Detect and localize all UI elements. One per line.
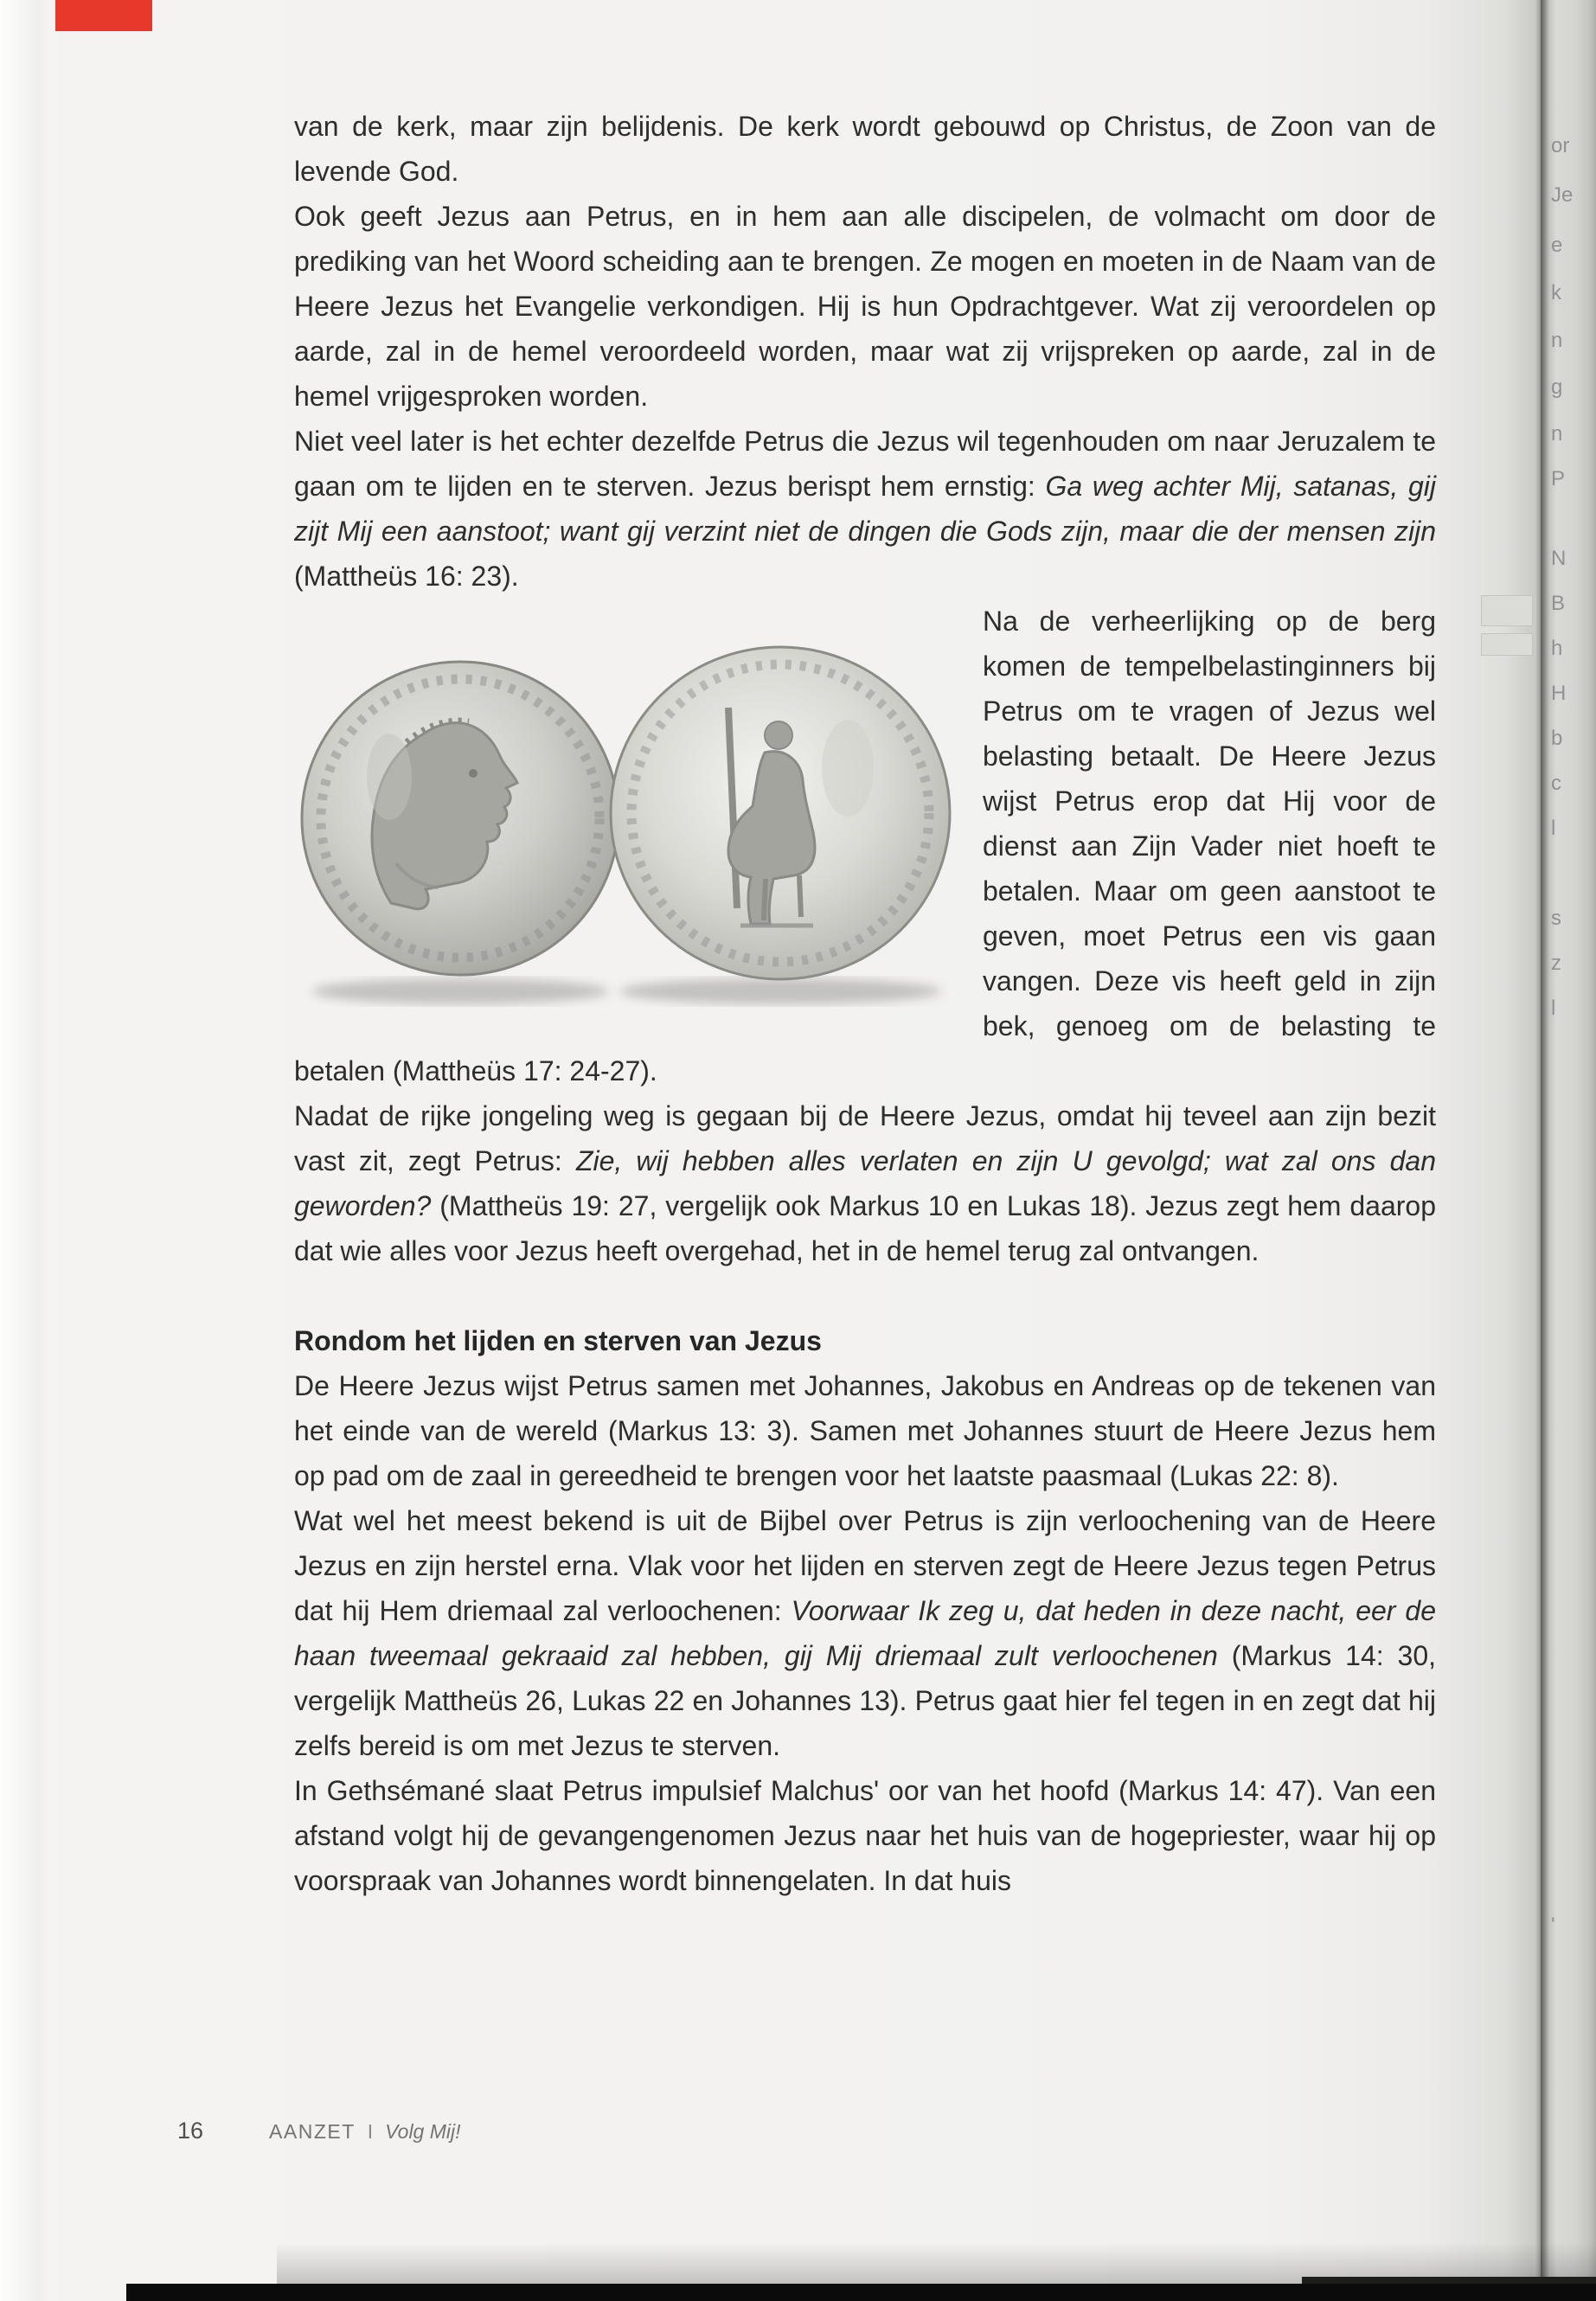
text-run: (Markus 14: 30, vergelijk Mattheüs 26, Lukas 22 en Johannes 13). Petrus gaat hier fel tegen in en zegt dat hij zelfs bereid is om met Jezus te sterven. [294, 1640, 1437, 1761]
page-left-sheen [0, 0, 50, 2301]
footer-separator: I [367, 2120, 374, 2143]
red-corner-mark [55, 0, 152, 31]
edge-ghost-letter: ' [1551, 1913, 1555, 1937]
series-name: AANZET [269, 2120, 356, 2143]
edge-ghost-letter: b [1551, 727, 1563, 750]
edge-ghost-letter: l [1551, 997, 1556, 1020]
edge-ghost-letter: e [1551, 234, 1563, 257]
paragraph [294, 1768, 1436, 1903]
edge-ghost-letter: N [1551, 547, 1567, 570]
text-run: van de kerk, maar zijn belijdenis. De kerk wordt gebouwd op Christus, de Zoon van de levende God. [294, 111, 1436, 187]
text-block-with-figure [294, 599, 1436, 1273]
edge-ghost-letter: k [1551, 281, 1561, 304]
edge-ghost-letter: h [1551, 637, 1563, 660]
text-run: (Mattheüs 19: 27, vergelijk ook Markus 10 en Lukas 18). Jezus zegt hem daarop dat wie alles voor Jezus heeft overgehad, het in de hemel terug zal ontvangen. [294, 1190, 1436, 1266]
text-run: (Mattheüs 16: 23). [294, 561, 519, 592]
text-run: Voorwaar Ik zeg u, dat heden in deze nacht, eer de haan tweemaal gekraaid zal hebben, gij Mij driemaal zult verloochenen [294, 1595, 1437, 1671]
edge-ghost-letter: l [1551, 817, 1556, 840]
coin-shadow [619, 978, 941, 1004]
edge-ghost-letter: Je [1551, 183, 1574, 207]
edge-ghost-letter: B [1551, 592, 1566, 615]
text-run: De Heere Jezus wijst Petrus samen met Johannes, Jakobus en Andreas op de tekenen van het einde van de wereld (Markus 13: 3). Samen met Johannes stuurt de Heere Jezus hem op pad om de zaal in gereedheid te brengen voor het laatste paasmaal (Lukas 22: 8). [294, 1370, 1436, 1491]
edge-ghost-letter: s [1551, 907, 1561, 930]
edge-ghost-letter: or [1551, 134, 1570, 157]
coins-photo [294, 604, 960, 1019]
paragraph [294, 419, 1436, 599]
book-fore-edge [1541, 0, 1596, 2301]
text-run: Niet veel later is het echter dezelfde Petrus die Jezus wil tegenhouden om naar Jeruzalem te gaan om te lijden en te sterven. Jezus berispt hem ernstig: [294, 426, 1436, 502]
next-page-showthrough [1481, 633, 1533, 656]
text-run: In Gethsémané slaat Petrus impulsief Malchus' oor van het hoofd (Markus 14: 47). Van een afstand volgt hij de gevangengenomen Jezus naar het huis van de hogepriester, waar hij op voorspraak van Johannes wordt binnengelaten. In dat huis [294, 1775, 1436, 1896]
edge-ghost-letter: c [1551, 772, 1561, 795]
paragraph [294, 104, 1436, 194]
page-footer [177, 2118, 461, 2144]
scan-bottom-edge [126, 2284, 1596, 2301]
coin-obverse-emperor-profile-icon [302, 662, 619, 975]
text-block-top [294, 104, 1436, 599]
page-number: 16 [177, 2118, 204, 2144]
edge-ghost-letter: z [1551, 952, 1561, 975]
text-run: Zie, wij hebben alles verlaten en zijn U gevolgd; wat zal ons dan geworden? [294, 1145, 1436, 1221]
edge-ghost-letter: H [1551, 682, 1567, 705]
coin-reverse-seated-figure-icon [611, 647, 950, 979]
edge-ghost-letter: n [1551, 329, 1563, 352]
edge-ghost-letter: g [1551, 375, 1563, 399]
text-run: Nadat de rijke jongeling weg is gegaan bij de Heere Jezus, omdat hij teveel aan zijn bezit vast zit, zegt Petrus: [294, 1100, 1436, 1176]
text-run: Ook geeft Jezus aan Petrus, en in hem aan alle discipelen, de volmacht om door de prediking van het Woord scheiding aan te brengen. Ze mogen en moeten in de Naam van de Heere Jezus het Evangelie verkondigen. Hij is hun Opdrachtgever. Wat zij veroordelen op aarde, zal in de hemel veroordeeld worden, maar wat zij vrijspreken op aarde, zal in de hemel vrijgesproken worden. [294, 201, 1436, 412]
text-run: Wat wel het meest bekend is uit de Bijbel over Petrus is zijn verloochening van de Heere Jezus en zijn herstel erna. Vlak voor het lijden en sterven zegt de Heere Jezus tegen Petrus dat hij Hem driemaal zal verloochenen: [294, 1505, 1436, 1626]
text-block-bottom [294, 1318, 1436, 1903]
edge-ghost-letter: P [1551, 467, 1566, 490]
paragraph [294, 1093, 1436, 1273]
paragraph [294, 1498, 1436, 1768]
coin-shadow [311, 978, 609, 1004]
book-title: Volg Mij! [385, 2120, 461, 2143]
text-run: Na de verheerlijking op de berg komen de tempelbelastinginners bij Petrus om te vragen of Jezus wel belasting betaalt. De Heere Jezus wijst Petrus erop dat Hij voor de dienst aan Zijn Vader niet hoeft te betalen. Maar om geen aanstoot te geven, moet Petrus een vis gaan vangen. Deze vis heeft geld in zijn bek, genoeg om de belasting te betalen (Mattheüs 17: 24-27). [294, 606, 1436, 1086]
paragraph [294, 1363, 1436, 1498]
page-body [294, 104, 1436, 1903]
paragraph [294, 194, 1436, 419]
section-heading: Rondom het lijden en sterven van Jezus [294, 1325, 822, 1356]
next-page-showthrough [1481, 595, 1533, 626]
text-run: Ga weg achter Mij, satanas, gij zijt Mij een aanstoot; want gij verzint niet de dingen die Gods zijn, maar die der mensen zijn [294, 471, 1437, 547]
denarius-coins-image [294, 604, 960, 1019]
edge-ghost-letter: n [1551, 422, 1563, 445]
